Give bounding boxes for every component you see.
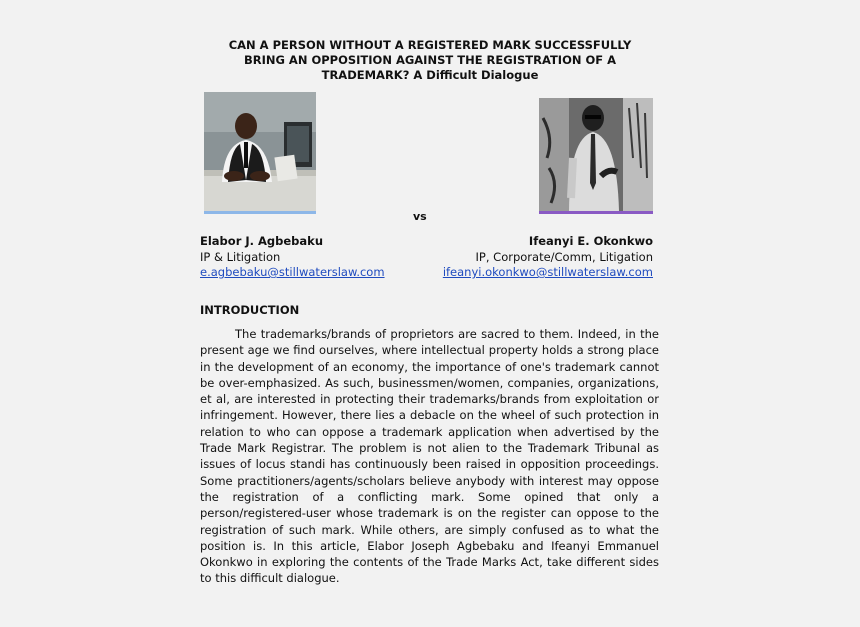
author-email-link[interactable]: ifeanyi.okonkwo@stillwaterslaw.com — [442, 265, 653, 279]
author-role: IP & Litigation — [200, 249, 281, 264]
title-line-2: BRING AN OPPOSITION AGAINST THE REGISTRATION OF A — [243, 53, 617, 67]
title-line-3: TRADEMARK? A Difficult Dialogue — [321, 68, 539, 82]
versus-label: vs — [413, 210, 427, 223]
author-name: Elabor J. Agbebaku — [200, 234, 324, 248]
section-heading: INTRODUCTION — [200, 303, 300, 317]
author-block-left — [200, 234, 385, 281]
author-email-link[interactable]: e.agbebaku@stillwaterslaw.com — [200, 265, 385, 279]
title-line-1: CAN A PERSON WITHOUT A REGISTERED MARK SUCCESSFULLY — [228, 38, 632, 52]
author-photo-agbebaku — [204, 92, 316, 214]
author-block-right — [443, 234, 653, 281]
author-role: IP, Corporate/Comm, Litigation — [475, 249, 653, 264]
introduction-paragraph: The trademarks/brands of proprietors are sacred to them. Indeed, in the present age we find ourselves, where intellectual property holds a strong place in the development of an economy, the importance of one's trademark cannot be over-emphasized. As such, businessmen/women, companies, organizations, et al, are interested in protecting their trademarks/brands from exploitation or infringement. However, there lies a debacle on the wheel of such protection in relation to who can oppose a trademark application when advertised by the Trade Mark Registrar. The problem is not alien to the Trademark Tribunal as issues of locus standi has continuously been raised in opposition proceedings. Some practitioners/agents/scholars believe anybody with interest may oppose the registration of a conflicting mark. Some opined that only a person/registered-user whose trademark is on the register can oppose to the registration of such mark. While others, are simply confused as to what the position is. In this article, Elabor Joseph Agbebaku and Ifeanyi Emmanuel Okonkwo in exploring the contents of the Trade Marks Act, take different sides to this difficult dialogue. — [200, 327, 659, 586]
author-name: Ifeanyi E. Okonkwo — [528, 234, 653, 248]
article-title — [200, 38, 660, 83]
author-photo-okonkwo — [539, 98, 653, 214]
